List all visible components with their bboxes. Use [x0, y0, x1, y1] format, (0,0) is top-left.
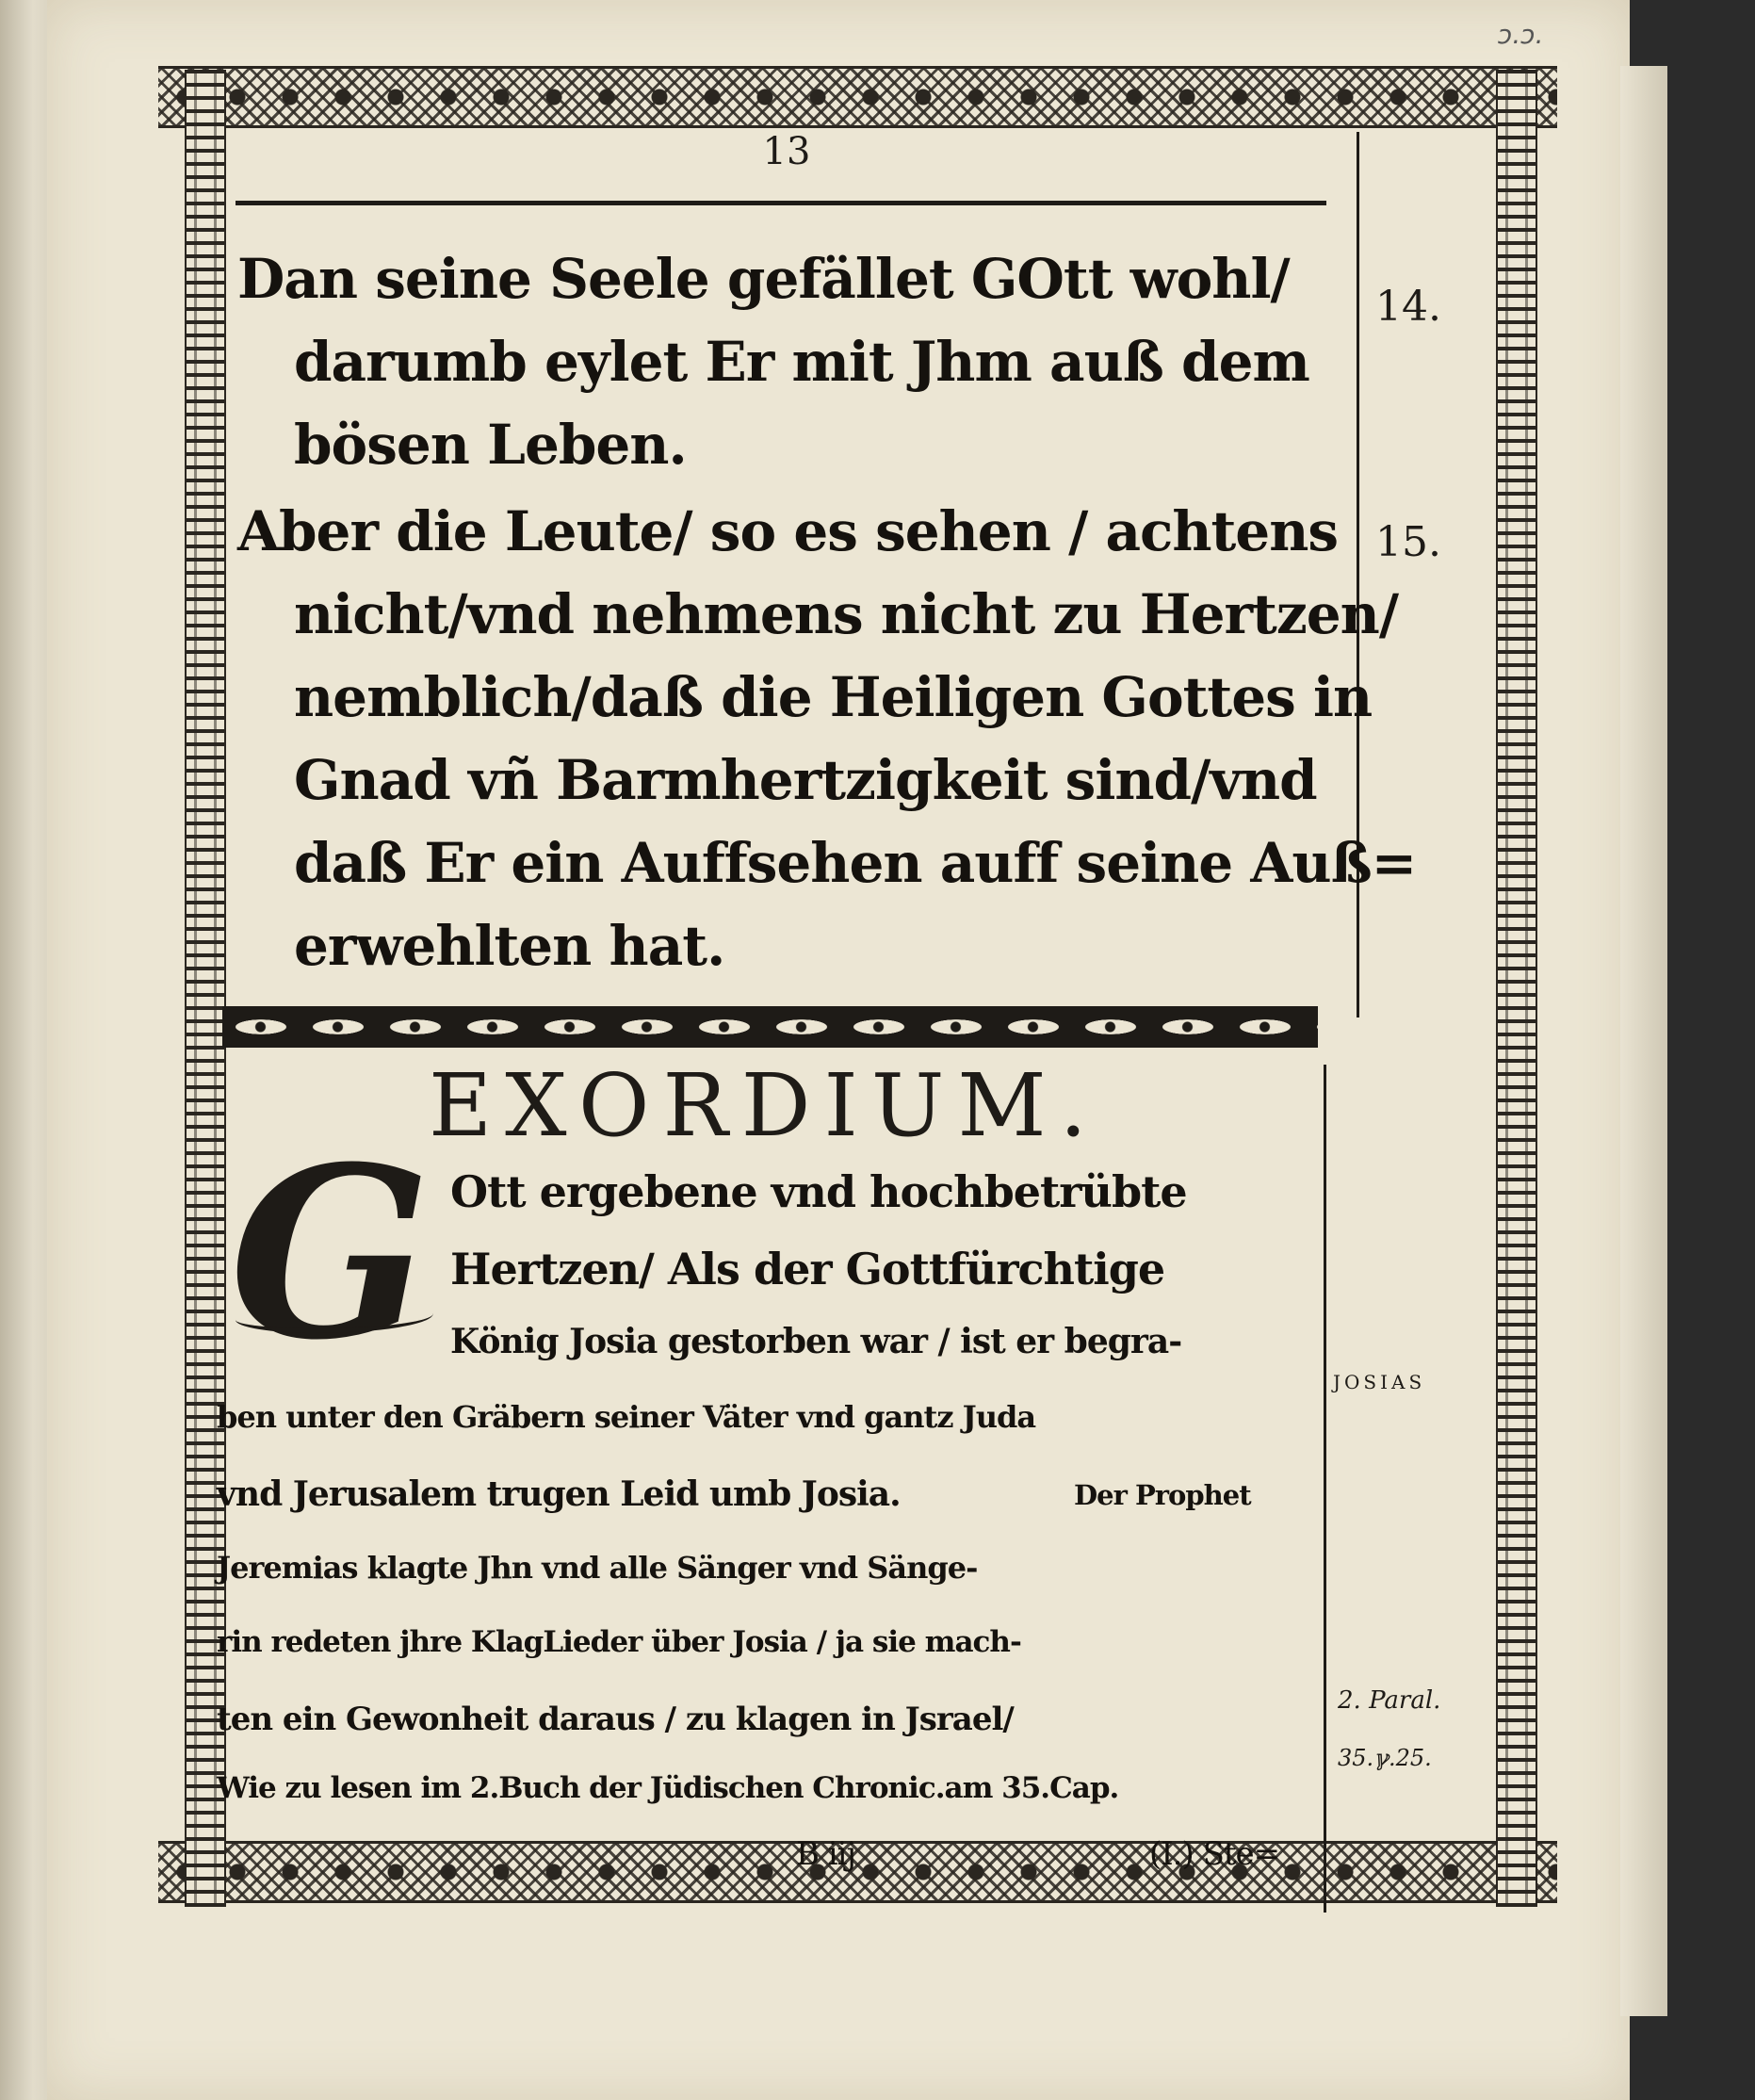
margin-paral-ref: 35.ℽ.25.	[1338, 1745, 1432, 1771]
catchword: (I.) Ste=	[1149, 1835, 1280, 1873]
body-line: Der Prophet	[1074, 1479, 1251, 1511]
verse-line: erwehlten hat.	[294, 914, 725, 978]
margin-josias: JOSIAS	[1333, 1371, 1426, 1393]
section-heading: EXORDIUM.	[429, 1055, 1100, 1156]
verse-line: nicht/vnd nehmens nicht zu Hertzen/	[294, 582, 1399, 646]
body-line: Jeremias klagte Jhn vnd alle Sänger vnd Sänge-	[217, 1550, 978, 1586]
verse-line: nemblich/daß die Heiligen Gottes in	[294, 665, 1373, 729]
header-rule	[236, 201, 1326, 205]
margin-paral: 2. Paral.	[1338, 1686, 1441, 1715]
body-line: rin redeten jhre KlagLieder über Josia / ja sie mach-	[217, 1625, 1021, 1659]
margin-verse-14: 14.	[1375, 283, 1441, 331]
body-line: ben unter den Gräbern seiner Väter vnd gantz Juda	[217, 1399, 1036, 1435]
verse-line: Dan seine Seele gefället GOtt wohl/	[237, 247, 1290, 311]
body-line: König Josia gestorben war / ist er begra-	[450, 1322, 1182, 1361]
border-top-ornament	[158, 66, 1557, 128]
border-right-ornament	[1496, 70, 1537, 1907]
verse-line: Gnad vñ Barmhertzigkeit sind/vnd	[294, 748, 1317, 812]
corner-mark: ↄ.ↄ.	[1498, 19, 1544, 50]
margin-verse-15: 15.	[1375, 518, 1441, 566]
margin-column-rule-lower	[1324, 1065, 1326, 1913]
right-page-edge	[1620, 66, 1667, 2016]
verse-line: daß Er ein Auffsehen auff seine Auß=	[294, 831, 1417, 895]
body-line: Ott ergebene vnd hochbetrübte	[450, 1166, 1187, 1217]
page-number: 13	[762, 130, 811, 173]
body-line: Hertzen/ Als der Gottfürchtige	[450, 1244, 1165, 1294]
body-line: vnd Jerusalem trugen Leid umb Josia.	[217, 1474, 901, 1514]
signature-mark: B iij	[796, 1835, 856, 1873]
body-line: ten ein Gewonheit daraus / zu klagen in Jsrael/	[217, 1701, 1014, 1738]
verse-line: bösen Leben.	[294, 413, 687, 477]
body-line: Wie zu lesen im 2.Buch der Jüdischen Chronic.am 35.Cap.	[217, 1771, 1119, 1805]
verse-line: Aber die Leute/ so es sehen / achtens	[237, 499, 1339, 563]
decorated-initial: G	[229, 1115, 431, 1392]
verse-line: darumb eylet Er mit Jhm auß dem	[294, 330, 1309, 394]
border-bottom-ornament	[158, 1841, 1557, 1903]
ornament-divider	[222, 1006, 1318, 1048]
